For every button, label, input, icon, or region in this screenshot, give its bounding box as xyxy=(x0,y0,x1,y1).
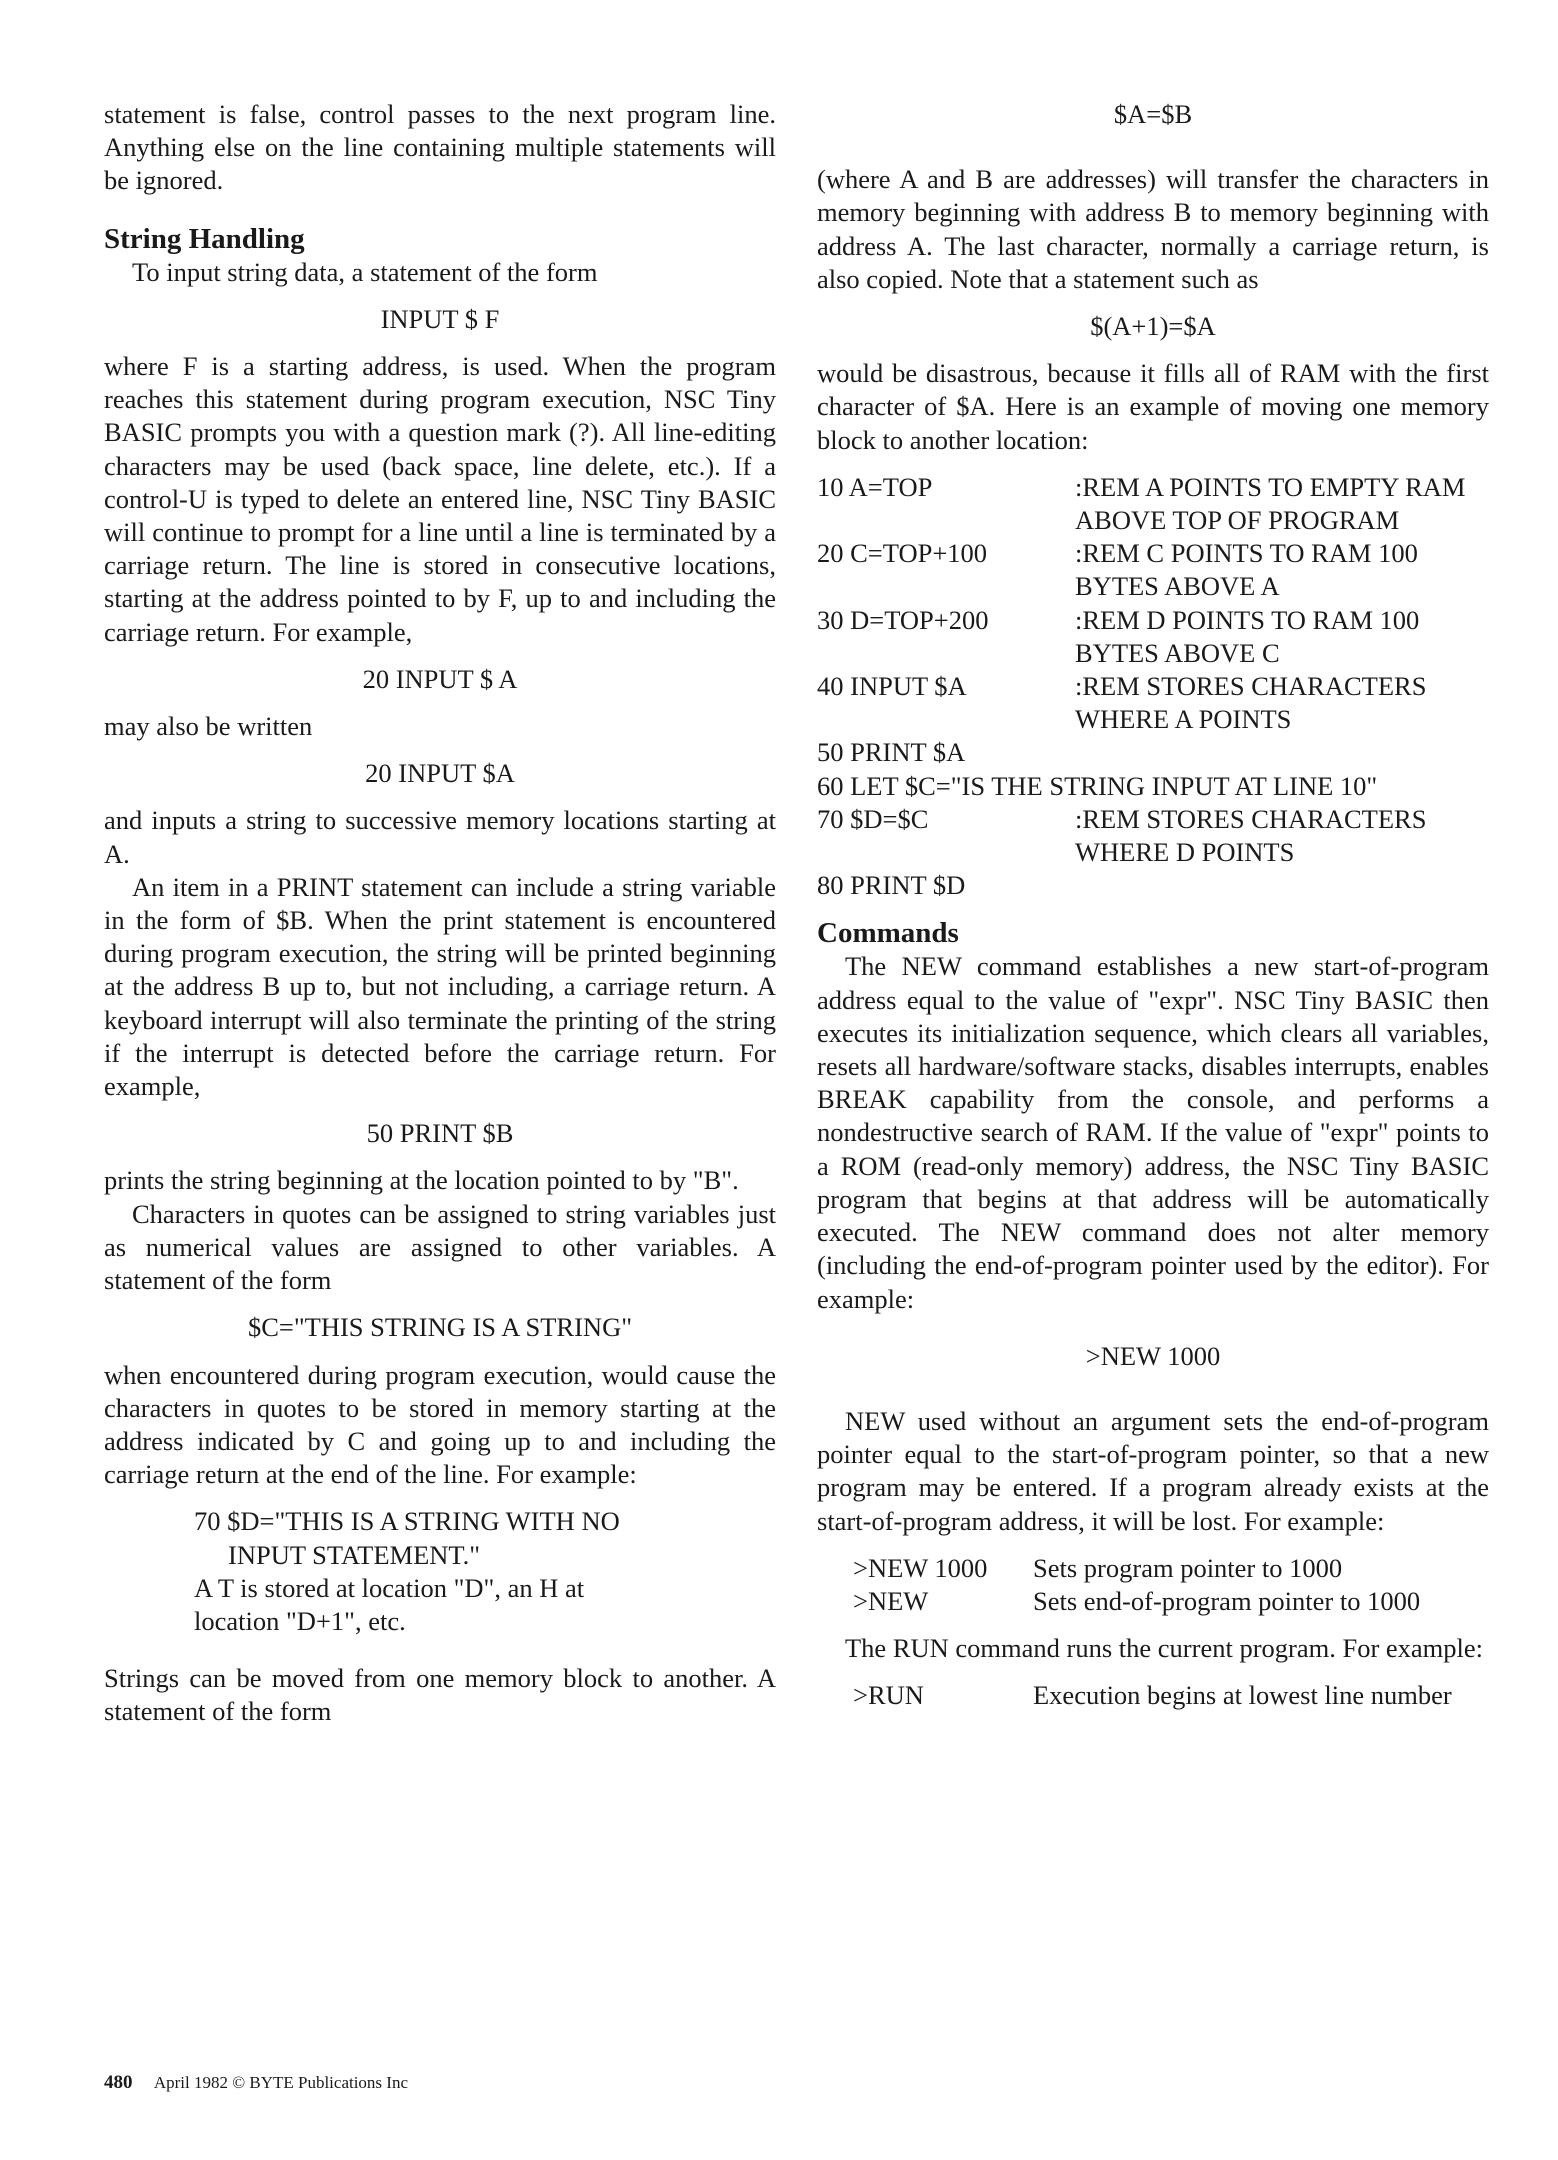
command-text: >RUN xyxy=(853,1680,924,1711)
program-line: 80 PRINT $D xyxy=(817,870,966,901)
string-example-block xyxy=(194,1505,776,1638)
paragraph-disastrous: would be disastrous, because it fills all of RAM with the first character of $A. Here is an example of moving one memory block to another location: xyxy=(817,358,1489,455)
command-row xyxy=(853,1585,1420,1618)
right-column xyxy=(817,98,1489,1713)
paragraph-where-ab: (where A and B are addresses) will transfer the characters in memory beginning with address B to memory beginning with address A. The last character, normally a carriage return, is also copied. Note that a statement such as xyxy=(817,164,1489,294)
program-line: 40 INPUT $A xyxy=(817,671,967,702)
publication-credit: April 1982 © BYTE Publications Inc xyxy=(153,2073,409,2092)
command-text: >NEW 1000 xyxy=(853,1552,988,1583)
program-row xyxy=(817,537,1489,603)
command-description: Sets program pointer to 1000 xyxy=(1033,1552,1343,1583)
paragraph-prints-string: prints the string beginning at the location pointed to by "B". xyxy=(104,1165,739,1196)
command-row xyxy=(853,1552,1420,1585)
command-text: >NEW xyxy=(853,1585,929,1616)
page-number: 480 xyxy=(104,2072,133,2093)
program-listing xyxy=(817,471,1489,903)
paragraph-strings-moved: Strings can be moved from one memory block to another. A statement of the form xyxy=(104,1663,776,1727)
program-line: 70 $D=$C xyxy=(817,803,929,834)
program-remark: :REM C POINTS TO RAM 100 BYTES ABOVE A xyxy=(1075,538,1418,602)
code-input-f: INPUT $ F xyxy=(380,303,500,334)
program-remark: :REM D POINTS TO RAM 100 BYTES ABOVE C xyxy=(1075,604,1420,668)
program-line: 50 PRINT $A xyxy=(817,737,966,768)
code-new-1000: >NEW 1000 xyxy=(1085,1340,1221,1371)
command-description: Execution begins at lowest line number xyxy=(1033,1680,1452,1711)
program-remark: :REM STORES CHARACTERS WHERE D POINTS xyxy=(1075,803,1427,868)
example-line: INPUT STATEMENT." xyxy=(228,1539,481,1570)
heading-string-handling: String Handling xyxy=(104,222,305,255)
paragraph-new-no-argument: NEW used without an argument sets the end-of-program pointer equal to the start-of-program pointer, so that a new program may be entered. If a program already exists at the start-of-program address, it will be lost. For example: xyxy=(817,1405,1489,1536)
program-line: 60 LET $C="IS THE STRING INPUT AT LINE 10" xyxy=(817,770,1378,801)
code-assign-c: $C="THIS STRING IS A STRING" xyxy=(247,1312,633,1343)
code-bad-move: $(A+1)=$A xyxy=(1090,311,1216,342)
program-row xyxy=(817,770,1489,803)
paragraph-new-command: The NEW command establishes a new start-of-program address equal to the value of "expr". NSC Tiny BASIC then executes its initialization sequence, which clears all variables, resets all hardware/software stacks, disables interrupts, enables BREAK capability from the console, and performs a nondestructive search of RAM. If the value of "expr" points to a ROM (read-only memory) address, the NSC Tiny BASIC program that begins at that address will be automatically executed. The NEW command does not alter memory (including the end-of-program pointer used by the editor). For example: xyxy=(817,951,1489,1314)
example-line: location "D+1", etc. xyxy=(194,1605,406,1636)
command-description: Sets end-of-program pointer to 1000 xyxy=(1033,1585,1421,1616)
code-print-b: 50 PRINT $B xyxy=(366,1118,514,1149)
paragraph-may-also: may also be written xyxy=(104,711,313,742)
code-move: $A=$B xyxy=(1113,99,1193,129)
left-column xyxy=(104,98,776,1729)
page-footer xyxy=(104,2072,408,2094)
program-row xyxy=(817,869,1489,902)
paragraph-when-encountered: when encountered during program execution, would cause the characters in quotes to be stored in memory starting at the address indicated by C and going up to and including the carriage return at the end of the line. For example: xyxy=(104,1359,776,1490)
program-line: 20 C=TOP+100 xyxy=(817,538,988,569)
example-line: A T is stored at location "D", an H at xyxy=(194,1572,585,1603)
program-remark: :REM STORES CHARACTERS WHERE A POINTS xyxy=(1075,671,1427,735)
paragraph-run-command: The RUN command runs the current program. For example: xyxy=(845,1633,1484,1664)
paragraph-inputs-string: and inputs a string to successive memory locations starting at A. xyxy=(104,805,776,869)
program-row xyxy=(817,803,1489,869)
new-command-table xyxy=(853,1552,1420,1618)
heading-commands: Commands xyxy=(817,917,959,950)
program-line: 30 D=TOP+200 xyxy=(817,604,989,635)
program-line: 10 A=TOP xyxy=(817,471,933,502)
program-row xyxy=(817,736,1489,769)
paragraph-intro: statement is false, control passes to the next program line. Anything else on the line containing multiple statements will be ignored. xyxy=(104,99,776,196)
run-command-table xyxy=(853,1679,1452,1712)
example-line: 70 $D="THIS IS A STRING WITH NO xyxy=(194,1506,620,1537)
paragraph-print-item: An item in a PRINT statement can include a string variable in the form of $B. When the print statement is encountered during program execution, the string will be printed beginning at the address B up to, but not including, a carriage return. A keyboard interrupt will also terminate the printing of the string if the interrupt is detected before the carriage return. For example, xyxy=(104,871,776,1102)
paragraph-where-f: where F is a starting address, is used. When the program reaches this statement during program execution, NSC Tiny BASIC prompts you with a question mark (?). All line-editing characters may be used (back space, line delete, etc.). If a control-U is typed to delete an entered line, NSC Tiny BASIC will continue to prompt for a line until a line is terminated by a carriage return. The line is stored in consecutive locations, starting at the address pointed to by F, up to and including the carriage return. For example, xyxy=(104,351,776,647)
program-row xyxy=(817,604,1489,670)
program-row xyxy=(817,670,1489,736)
code-input-a: 20 INPUT $A xyxy=(365,758,515,789)
command-row xyxy=(853,1679,1452,1712)
paragraph-chars-quotes: Characters in quotes can be assigned to string variables just as numerical values are assigned to other variables. A statement of the form xyxy=(104,1198,776,1296)
program-remark: :REM A POINTS TO EMPTY RAM ABOVE TOP OF PROGRAM xyxy=(1075,471,1466,536)
program-row xyxy=(817,471,1489,537)
paragraph-input-form: To input string data, a statement of the form xyxy=(132,256,598,287)
code-input-a-spaced: 20 INPUT $ A xyxy=(362,663,518,694)
